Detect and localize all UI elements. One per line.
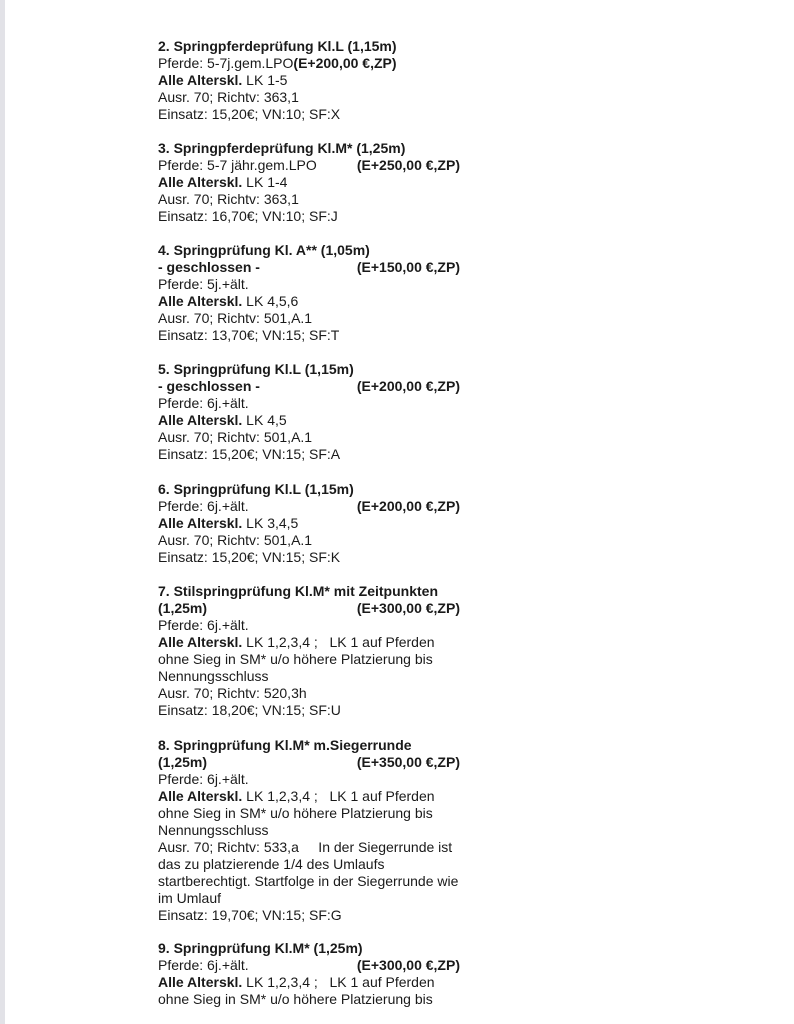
entry-ausr: Ausr. 70; Richtv: 363,1: [158, 191, 299, 207]
entry-prize: (E+300,00 €,ZP): [356, 600, 460, 616]
entry-subtitle: - geschlossen -: [158, 259, 260, 275]
entry-title: 5. Springprüfung Kl.L (1,15m): [158, 361, 354, 377]
entry-prize: (E+350,00 €,ZP): [356, 754, 460, 770]
entry-einsatz: Einsatz: 16,70€; VN:10; SF:J: [158, 208, 338, 224]
competition-entry: [158, 38, 397, 123]
entry-prize: (E+200,00 €,ZP): [293, 55, 397, 71]
entry-ausr: Ausr. 70; Richtv: 501,A.1: [158, 532, 313, 548]
entry-prize: (E+200,00 €,ZP): [356, 378, 460, 394]
competition-entry: [158, 737, 463, 924]
entry-age-label: Alle Alterskl.: [158, 412, 243, 428]
entry-einsatz: Einsatz: 15,20€; VN:15; SF:K: [158, 549, 341, 565]
entry-title: 6. Springprüfung Kl.L (1,15m): [158, 481, 354, 497]
entry-age-label: Alle Alterskl.: [158, 293, 243, 309]
entry-horses: Pferde: 6j.+ält.: [158, 498, 249, 514]
entry-title: 8. Springprüfung Kl.M* m.Siegerrunde: [158, 737, 412, 753]
entry-einsatz: Einsatz: 18,20€; VN:15; SF:U: [158, 702, 341, 718]
entry-age-label: Alle Alterskl.: [158, 974, 243, 990]
entry-ausr: Ausr. 70; Richtv: 533,a In der Siegerrunde ist das zu platzierende 1/4 des Umlaufs startberechtigt. Startfolge in der Siegerrunde wie im Umlauf: [158, 839, 463, 906]
entry-prize: (E+200,00 €,ZP): [356, 498, 460, 514]
entry-age-label: Alle Alterskl.: [158, 72, 243, 88]
entry-subtitle: (1,25m): [158, 754, 208, 770]
entry-age-value: LK 1,2,3,4 ; LK 1 auf Pferden ohne Sieg in SM* u/o höhere Platzierung bis: [158, 974, 439, 1007]
entry-subtitle: (1,25m): [158, 600, 208, 616]
entry-einsatz: Einsatz: 19,70€; VN:15; SF:G: [158, 907, 342, 923]
entry-horses: Pferde: 6j.+ält.: [158, 771, 249, 787]
competition-entry: [158, 140, 460, 225]
entry-ausr: Ausr. 70; Richtv: 501,A.1: [158, 310, 313, 326]
entry-age-value: LK 1,2,3,4 ; LK 1 auf Pferden ohne Sieg in SM* u/o höhere Platzierung bis Nennungsschluss: [158, 634, 439, 684]
entry-einsatz: Einsatz: 15,20€; VN:15; SF:A: [158, 446, 341, 462]
entry-horses: Pferde: 6j.+ält.: [158, 395, 249, 411]
entry-einsatz: Einsatz: 15,20€; VN:10; SF:X: [158, 106, 341, 122]
entry-title: 9. Springprüfung Kl.M* (1,25m): [158, 940, 363, 956]
entry-title: 4. Springprüfung Kl. A** (1,05m): [158, 242, 370, 258]
entry-ausr: Ausr. 70; Richtv: 363,1: [158, 89, 299, 105]
entry-title: 3. Springpferdeprüfung Kl.M* (1,25m): [158, 140, 406, 156]
entry-prize: (E+250,00 €,ZP): [356, 157, 460, 173]
competition-entry: [158, 583, 460, 719]
competition-entry: [158, 242, 460, 344]
competition-entry: [158, 940, 460, 1008]
entry-ausr: Ausr. 70; Richtv: 520,3h: [158, 685, 307, 701]
entry-age-label: Alle Alterskl.: [158, 788, 243, 804]
entry-age-label: Alle Alterskl.: [158, 515, 243, 531]
entry-prize: (E+300,00 €,ZP): [356, 957, 460, 973]
entry-age-label: Alle Alterskl.: [158, 634, 243, 650]
entry-age-value: LK 4,5: [242, 412, 287, 428]
entry-horses: Pferde: 6j.+ält.: [158, 957, 249, 973]
entry-horses: Pferde: 5-7j.gem.LPO: [158, 55, 294, 71]
competition-entry: [158, 361, 460, 463]
entry-horses: Pferde: 6j.+ält.: [158, 617, 249, 633]
entry-age-value: LK 1-5: [242, 72, 288, 88]
competition-entry: [158, 481, 460, 566]
page-edge-bar: [0, 0, 5, 1024]
entry-age-label: Alle Alterskl.: [158, 174, 243, 190]
entry-age-value: LK 4,5,6: [242, 293, 299, 309]
entry-subtitle: - geschlossen -: [158, 378, 260, 394]
entry-ausr: Ausr. 70; Richtv: 501,A.1: [158, 429, 313, 445]
entry-title: 7. Stilspringprüfung Kl.M* mit Zeitpunkten: [158, 583, 438, 599]
entry-age-value: LK 3,4,5: [242, 515, 299, 531]
entry-title: 2. Springpferdeprüfung Kl.L (1,15m): [158, 38, 397, 54]
entry-age-value: LK 1-4: [242, 174, 288, 190]
entry-prize: (E+150,00 €,ZP): [356, 259, 460, 275]
entry-age-value: LK 1,2,3,4 ; LK 1 auf Pferden ohne Sieg in SM* u/o höhere Platzierung bis Nennungsschluss: [158, 788, 439, 838]
entry-einsatz: Einsatz: 13,70€; VN:15; SF:T: [158, 327, 340, 343]
entry-horses: Pferde: 5-7 jähr.gem.LPO: [158, 157, 317, 173]
entry-horses: Pferde: 5j.+ält.: [158, 276, 249, 292]
